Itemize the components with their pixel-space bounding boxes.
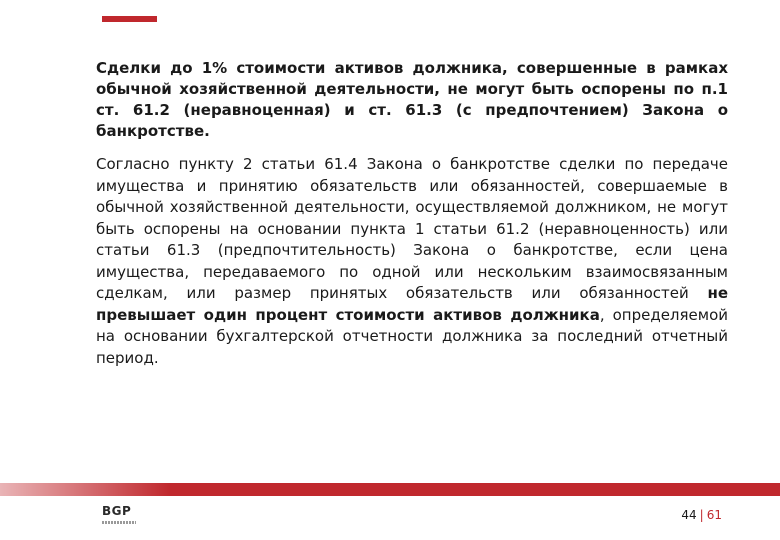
page-number [681,508,722,522]
company-logo [102,505,142,531]
logo-mark: BGP [102,504,132,518]
page-separator: | [699,508,704,522]
slide-content [96,58,728,369]
body-text-part2: , определяемой на основании бухгалтерской отчетности должника за последний отчетный период. [96,305,729,367]
body-text-part1: Согласно пункту 2 статьи 61.4 Закона о банкротстве сделки по передаче имущества и принятию обязательств или обязанностей, совершаемые в обычной хозяйственной деятельности, осуществляемой должником, не могут быть оспорены на основании пункта 1 статьи 61.2 (неравноценность) или статьи 61.3 (предпочтительность) Закона о банкротстве, если цена имущества, передаваемого по одной или нескольким взаимосвязанным сделкам, или размер принятых обязательств или обязанностей [96,155,728,302]
page-total: 61 [706,508,722,522]
title-accent-bar [102,16,157,22]
footer-band [0,483,780,496]
body-text-emphasis: не превышает один процент стоимости активов должника [96,284,728,324]
slide-heading: Сделки до 1% стоимости активов должника, совершенные в рамках обычной хозяйственной деятельности, не могут быть оспорены по п.1 ст. 61.2 (неравноценная) и ст. 61.3 (с предпочтением) Закона о банкротстве. [96,59,728,140]
page-current: 44 [681,508,697,522]
logo-tagline-mark [102,521,136,524]
slide-body-text [96,154,728,369]
